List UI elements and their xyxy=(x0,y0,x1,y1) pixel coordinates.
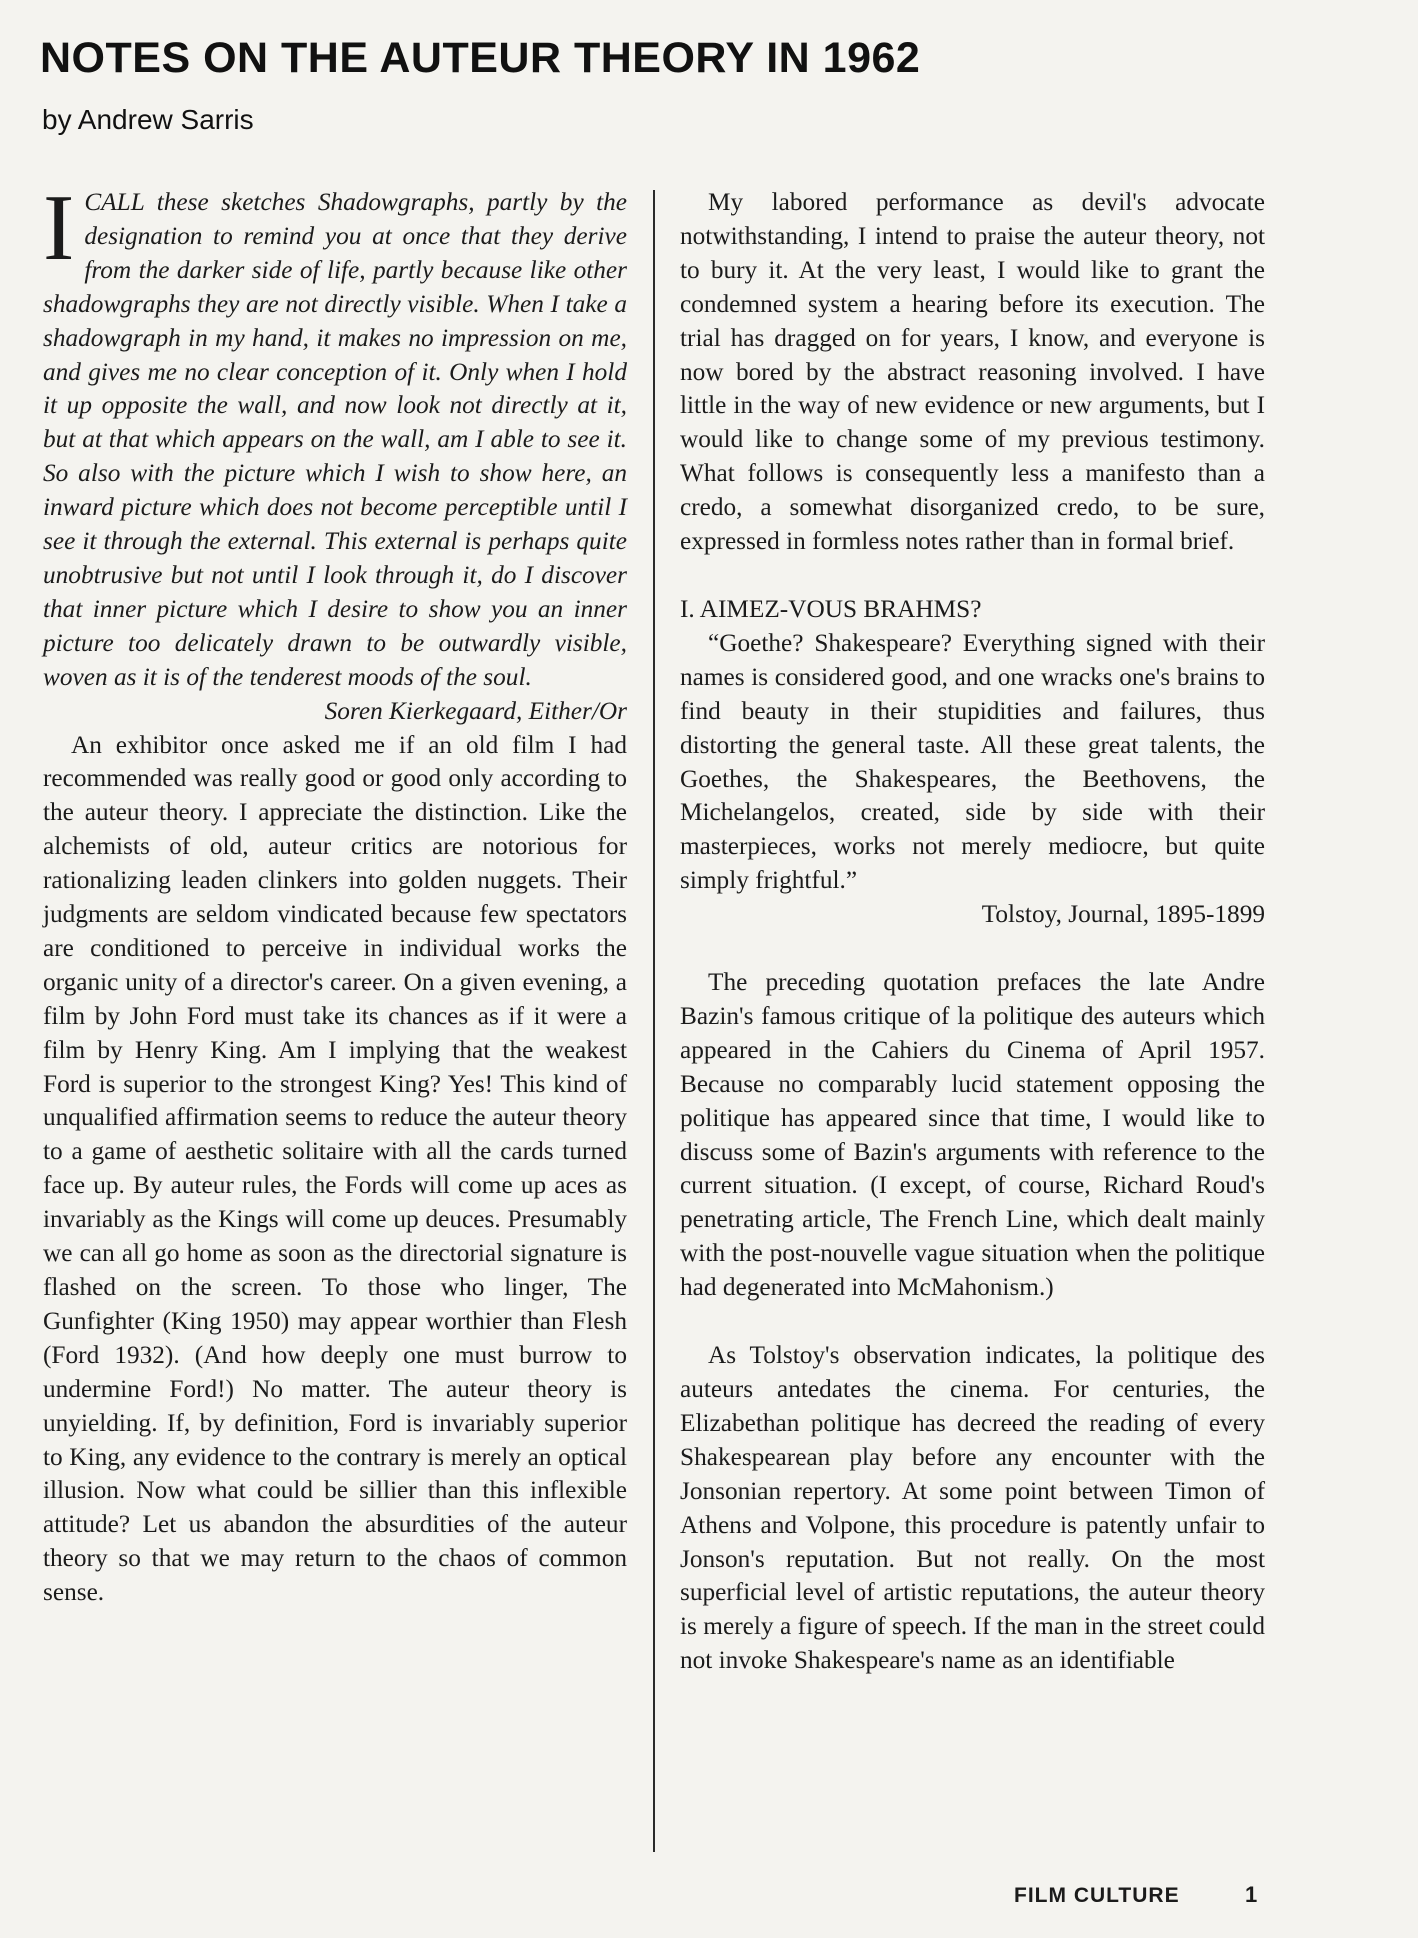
left-column xyxy=(43,176,627,1610)
epigraph-attribution: Soren Kierkegaard, Either/Or xyxy=(324,696,627,725)
epigraph-text: CALL these sketches Shadowgraphs, partly by the designation to remind you at once that they derive from the darker side of life, partly because like other shadowgraphs they are not directly visible. When I take a shadowgraph in my hand, it makes no impression on me, and gives me no clear conception of it. Only when I hold it up opposite the wall, and now look not directly at it, but at that which appears on the wall, am I able to see it. So also with the picture which I wish to show here, an inward picture which does not become perceptible until I see it through the external. This external is perhaps quite unobtrusive but not until I look through it, do I discover that inner picture which I desire to show you an inner picture too delicately drawn to be outwardly visible, woven as it is of the tenderest moods of the soul. xyxy=(43,188,627,691)
body-paragraph: The preceding quotation prefaces the late Andre Bazin's famous critique of la politique des auteurs which appeared in the Cahiers du Cinema of April 1957. Because no comparably lucid statement opposing the politique has appeared since that time, I would like to discuss some of Bazin's arguments with reference to the current situation. (I except, of course, Richard Roud's penetrating article, The French Line, which dealt mainly with the post-nouvelle vague situation when the politique had degenerated into McMahonism.) xyxy=(680,968,1265,1302)
body-paragraph: An exhibitor once asked me if an old film I had recommended was really good or good only according to the auteur theory. I appreciate the distinction. Like the alchemists of old, auteur critics are notorious for rationalizing leaden clinkers into golden nuggets. Their judgments are seldom vindicated because few spectators are conditioned to perceive in individual works the organic unity of a director's career. On a given evening, a film by John Ford must take its chances as if it were a film by Henry King. Am I implying that the weakest Ford is superior to the strongest King? Yes! This kind of unqualified affirmation seems to reduce the auteur theory to a game of aesthetic solitaire with all the cards turned face up. By auteur rules, the Fords will come up aces as invariably as the Kings will come up deuces. Presumably we can all go home as soon as the directorial signature is flashed on the screen. To those who linger, The Gunfighter (King 1950) may appear worthier than Flesh (Ford 1932). (And how deeply one must burrow to undermine Ford!) No matter. The auteur theory is unyielding. If, by definition, Ford is invariably superior to King, any evidence to the contrary is merely an optical illusion. Now what could be sillier than this inflexible attitude? Let us abandon the absurdities of the auteur theory so that we may return to the chaos of common sense. xyxy=(43,730,627,1607)
article-title: NOTES ON THE AUTEUR THEORY IN 1962 xyxy=(40,34,921,82)
quotation: “Goethe? Shakespeare? Everything signed with their names is considered good, and one wracks one's brains to find beauty in their stupidities and failures, thus distorting the general taste. All these great talents, the Goethes, the Shakespeares, the Beethovens, the Michelangelos, created, side by side with their masterpieces, works not merely mediocre, but quite simply frightful.” xyxy=(680,628,1265,895)
right-column xyxy=(680,186,1265,1678)
magazine-name: FILM CULTURE xyxy=(1014,1884,1180,1907)
section-heading: I. AIMEZ-VOUS BRAHMS? xyxy=(680,594,982,623)
page-number: 1 xyxy=(1245,1882,1258,1907)
byline: by Andrew Sarris xyxy=(42,104,254,135)
epigraph xyxy=(43,176,627,695)
quote-attribution: Tolstoy, Journal, 1895-1899 xyxy=(981,900,1265,929)
body-paragraph: My labored performance as devil's advocate notwithstanding, I intend to praise the auteur theory, not to bury it. At the very least, I would like to grant the condemned system a hearing before its execution. The trial has dragged on for years, I know, and everyone is now bored by the abstract reasoning involved. I have little in the way of new evidence or new arguments, but I would like to change some of my previous testimony. What follows is consequently less a manifesto than a credo, a somewhat disorganized credo, to be sure, expressed in formless notes rather than in formal brief. xyxy=(680,188,1265,556)
column-divider xyxy=(653,190,655,1852)
drop-cap: I xyxy=(43,176,75,280)
body-paragraph: As Tolstoy's observation indicates, la politique des auteurs antedates the cinema. For centuries, the Elizabethan politique has decreed the reading of every Shakespearean play before any encounter with the Jonsonian repertory. At some point between Timon of Athens and Volpone, this procedure is patently unfair to Jonson's reputation. But not really. On the most superficial level of artistic reputations, the auteur theory is merely a figure of speech. If the man in the street could not invoke Shakespeare's name as an identifiable xyxy=(680,1341,1265,1675)
